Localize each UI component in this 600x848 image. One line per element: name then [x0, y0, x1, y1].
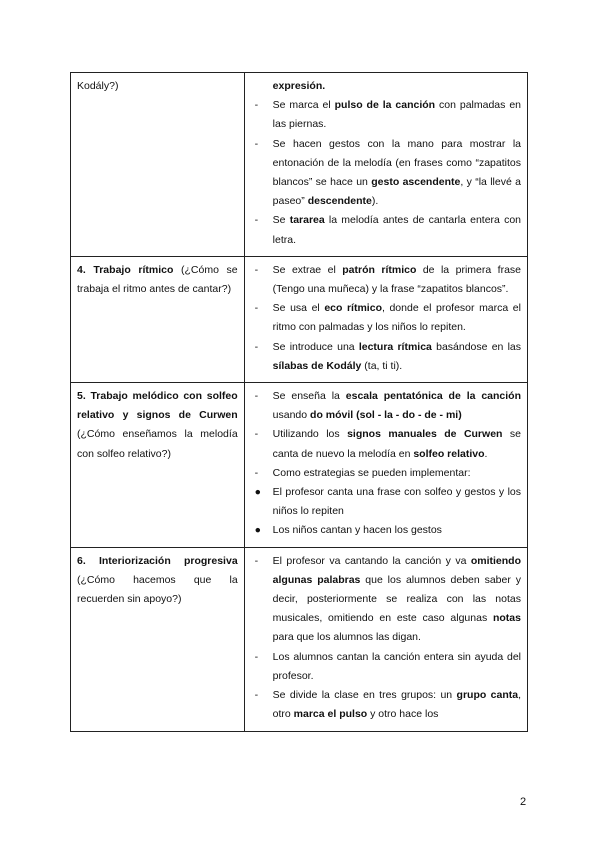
- step-description-cell: [244, 547, 527, 731]
- bold-text-segment: patrón rítmico: [342, 263, 417, 276]
- step-list: [251, 387, 521, 541]
- page-number: 2: [520, 796, 527, 808]
- dash-marker: -: [254, 390, 259, 403]
- text-segment: (¿Cómo enseñamos la melodía con solfeo relativo?): [77, 428, 238, 460]
- bold-text-segment: grupo canta: [456, 689, 519, 702]
- bold-text-segment: signos manuales de Curwen: [347, 428, 503, 441]
- text-segment: Los niños cantan y hacen los gestos: [272, 524, 442, 537]
- list-item: [251, 211, 521, 249]
- text-segment: ).: [371, 195, 379, 208]
- list-item: [251, 387, 521, 425]
- bold-text-segment: tararea: [289, 214, 325, 227]
- dash-marker: -: [254, 99, 259, 112]
- step-title-cell: [71, 547, 245, 731]
- list-item: [251, 135, 521, 212]
- text-segment: , donde el profesor marca el ritmo con palmadas y los niños lo repiten.: [272, 302, 521, 334]
- text-segment: y otro hace los: [367, 708, 439, 721]
- step-list: [251, 77, 521, 250]
- list-item: [251, 648, 521, 686]
- text-segment: (¿Cómo hacemos que la recuerden sin apoyo?): [77, 573, 238, 606]
- bold-text-segment: lectura rítmica: [358, 340, 432, 353]
- list-item: [251, 425, 521, 463]
- bold-text-segment: marca el pulso: [293, 708, 368, 721]
- step-title-cell: [71, 256, 245, 382]
- bold-text-segment: descendente: [307, 195, 372, 208]
- bold-text-segment: 6. Interiorización progresiva: [77, 554, 238, 567]
- dash-marker: -: [254, 650, 259, 663]
- table-body: [71, 73, 528, 732]
- bold-text-segment: pulso de la canción: [334, 99, 436, 112]
- text-segment: se canta de nuevo la melodía en: [272, 428, 521, 460]
- table-row: [71, 383, 528, 548]
- bold-text-segment: escala pentatónica de la canción: [345, 390, 522, 403]
- text-segment: (ta, ti ti).: [361, 359, 403, 372]
- step-description-cell: [244, 383, 527, 548]
- step-title: [77, 552, 238, 610]
- lesson-plan-table: [70, 72, 528, 732]
- bold-text-segment: 5. Trabajo melódico con solfeo relativo y signos de Curwen: [77, 390, 238, 422]
- text-segment: Utilizando los: [272, 428, 348, 441]
- text-segment: la melodía antes de cantarla entera con letra.: [272, 214, 522, 246]
- step-title-cell: [71, 73, 245, 257]
- step-description-cell: [244, 73, 527, 257]
- dash-marker: -: [254, 689, 259, 702]
- text-segment: Se introduce una: [272, 340, 359, 353]
- list-item: [251, 521, 521, 540]
- list-item: [251, 261, 521, 299]
- text-segment: , otro: [272, 689, 522, 721]
- text-segment: Los alumnos cantan la canción entera sin ayuda del profesor.: [272, 650, 521, 682]
- text-segment: Se divide la clase en tres grupos: un: [272, 689, 457, 702]
- text-segment: Se extrae el: [272, 263, 343, 276]
- bullet-dot-icon: ●: [254, 486, 261, 499]
- dash-marker: -: [254, 263, 259, 276]
- step-description-cell: [244, 256, 527, 382]
- list-item: [251, 483, 521, 521]
- dash-marker: -: [254, 137, 259, 150]
- bold-text-segment: sílabas de Kodály: [272, 359, 362, 372]
- text-segment: , y “la llevé a paseo”: [272, 176, 521, 208]
- bold-text-segment: eco rítmico: [324, 302, 382, 315]
- list-item: [251, 464, 521, 483]
- list-item: [251, 686, 521, 724]
- dash-marker: -: [254, 428, 259, 441]
- text-segment: con palmadas en las piernas.: [272, 99, 521, 131]
- table-row: [71, 256, 528, 382]
- dash-marker: -: [254, 466, 259, 479]
- step-title: [77, 387, 238, 464]
- text-segment: Se marca el: [272, 99, 335, 112]
- bold-text-segment: gesto ascendente: [371, 176, 461, 189]
- text-segment: (¿Cómo se trabaja el ritmo antes de cantar?): [77, 263, 238, 296]
- dash-marker: -: [254, 340, 259, 353]
- text-segment: Kodály?): [77, 80, 119, 92]
- list-item: [251, 552, 521, 648]
- list-item: [251, 299, 521, 337]
- list-item: [251, 96, 521, 134]
- text-segment: Se hacen gestos con la mano para mostrar la entonación de la melodía (en frases como “zapatitos blancos” se hace un: [272, 137, 521, 189]
- dash-marker: -: [254, 554, 259, 567]
- text-segment: usando: [272, 409, 311, 422]
- text-segment: Se: [272, 214, 290, 227]
- text-segment: El profesor canta una frase con solfeo y gestos y los niños lo repiten: [272, 486, 521, 518]
- text-segment: que los alumnos deben saber y decir, posteriormente se realiza con las notas musicales, omitiendo en este caso algunas: [272, 573, 521, 625]
- dash-marker: -: [254, 302, 259, 315]
- text-segment: de la primera frase (Tengo una muñeca) y la frase “zapatitos blancos”.: [272, 263, 521, 296]
- step-list: [251, 552, 521, 725]
- dash-marker: -: [254, 214, 259, 227]
- bold-text-segment: omitiendo algunas palabras: [272, 554, 521, 586]
- bold-text-segment: notas: [492, 612, 521, 625]
- text-segment: Se usa el: [272, 302, 325, 315]
- list-item: [251, 77, 521, 96]
- text-segment: basándose en las: [431, 340, 521, 353]
- table-row: [71, 547, 528, 731]
- step-title-cell: [71, 383, 245, 548]
- text-segment: Como estrategias se pueden implementar:: [272, 466, 471, 479]
- step-title: [77, 77, 238, 96]
- step-list: [251, 261, 521, 376]
- bold-text-segment: do móvil (sol - la - do - de - mi): [310, 409, 462, 422]
- text-segment: Se enseña la: [272, 390, 346, 403]
- text-segment: para que los alumnos las digan.: [272, 631, 421, 644]
- list-item: [251, 338, 521, 376]
- text-segment: .: [484, 447, 488, 460]
- table-row: [71, 73, 528, 257]
- text-segment: El profesor va cantando la canción y va: [272, 554, 471, 567]
- bullet-dot-icon: ●: [254, 524, 261, 537]
- bold-text-segment: 4. Trabajo rítmico: [77, 263, 174, 276]
- step-title: [77, 261, 238, 299]
- bold-text-segment: expresión.: [272, 80, 326, 92]
- bold-text-segment: solfeo relativo: [413, 447, 485, 460]
